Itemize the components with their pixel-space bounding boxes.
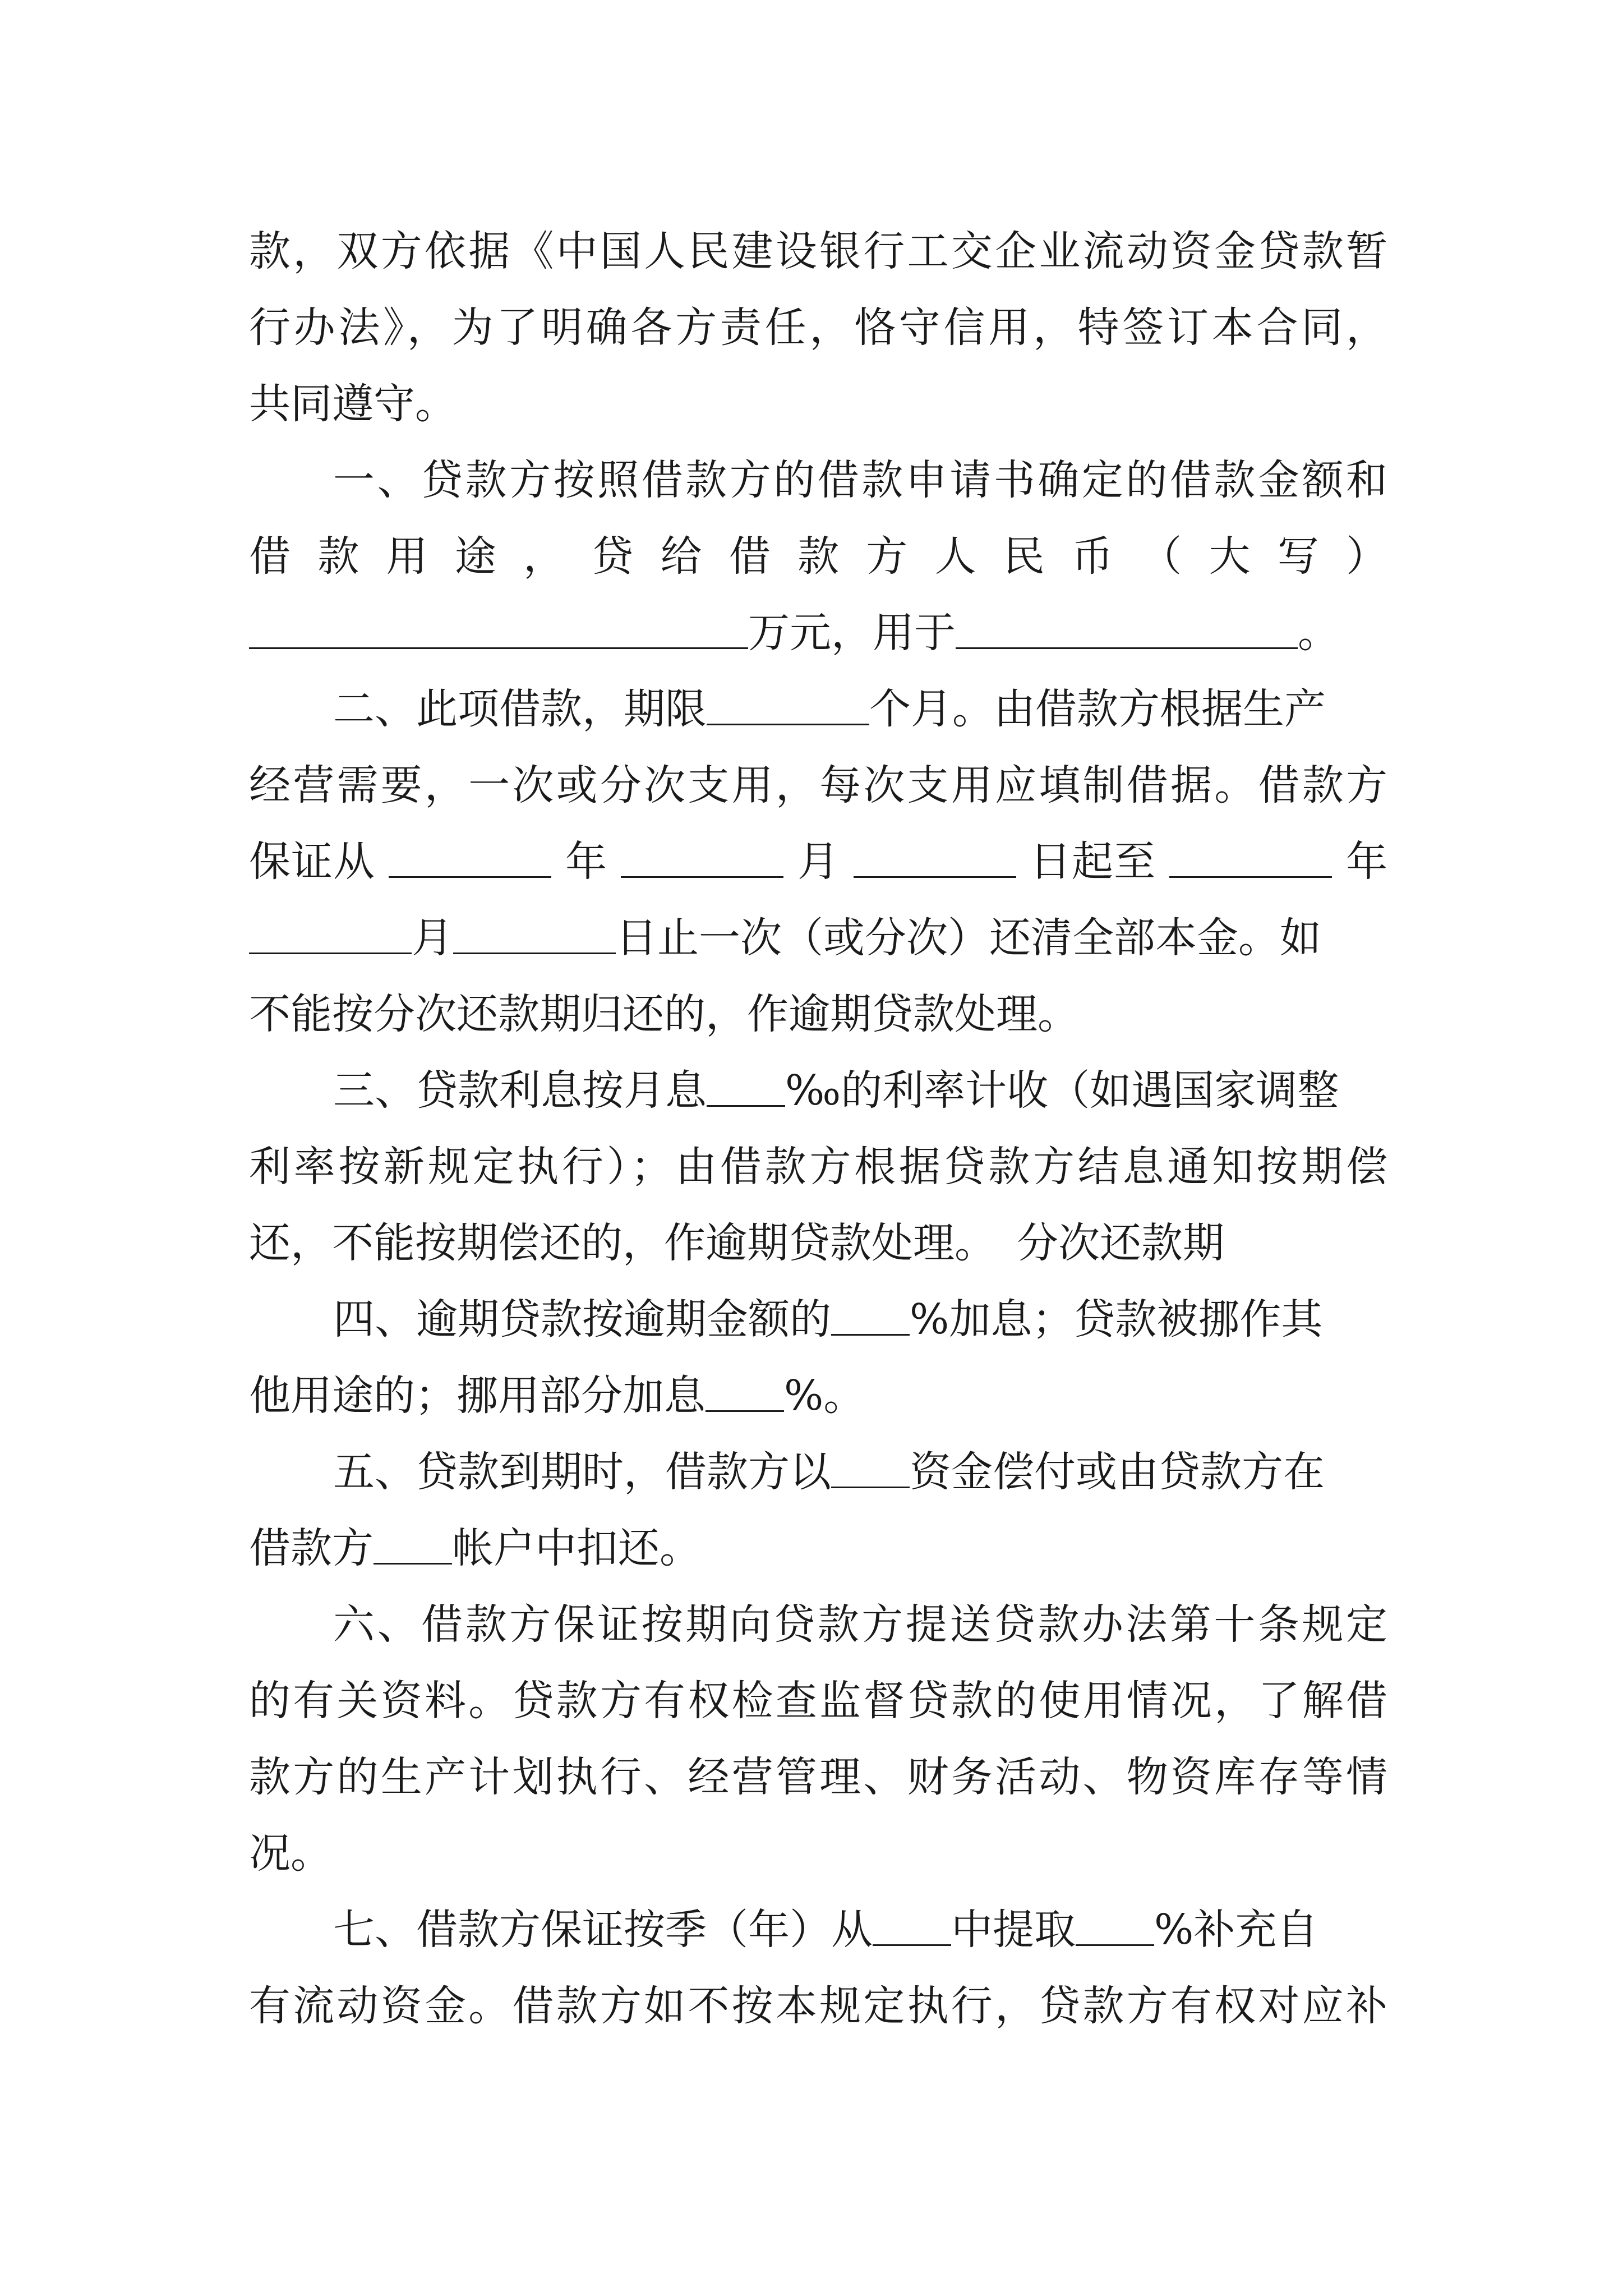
- extract-rate-blank[interactable]: [1076, 1911, 1154, 1946]
- text-segment: ‰的利率计收（如遇国家调整: [785, 1066, 1339, 1115]
- term-months-blank[interactable]: [707, 690, 869, 725]
- text-segment: 保证从: [249, 838, 375, 886]
- start-day-blank[interactable]: [854, 843, 1016, 878]
- text-segment: 资金偿付或由贷款方在: [910, 1448, 1325, 1496]
- clause-5-line: [249, 1510, 1387, 1586]
- clause-2-line: [249, 900, 1387, 976]
- text-segment: 月: [412, 914, 453, 962]
- text-segment: 四、逾期贷款按逾期金额的: [333, 1295, 831, 1343]
- clause-1-line: 一、贷款方按照借款方的借款申请书确定的借款金额和: [333, 456, 1387, 504]
- clause-1-line: 借 款 用 途 ， 贷 给 借 款 方 人 民 币 （ 大 写 ）: [249, 532, 1387, 581]
- text-segment: 他用途的；挪用部分加息: [249, 1372, 706, 1420]
- clause-5-line: [249, 1434, 1387, 1510]
- text-line: 行办法》，为了明确各方责任，恪守信用，特签订本合同，: [249, 303, 1387, 352]
- account-blank[interactable]: [374, 1529, 452, 1565]
- source-blank[interactable]: [873, 1911, 951, 1946]
- contract-page: [249, 213, 1387, 2044]
- clause-6-line: 况。: [249, 1829, 332, 1878]
- text-segment: 年: [565, 838, 607, 886]
- clause-2-line: [249, 823, 1387, 900]
- clause-6-line: 款方的生产计划执行、经营管理、财务活动、物资库存等情: [249, 1753, 1387, 1801]
- text-line: 共同遵守。: [249, 380, 457, 428]
- clause-3-line: 利率按新规定执行）；由借款方根据贷款方结息通知按期偿: [249, 1143, 1387, 1191]
- clause-3-line: [249, 1052, 1387, 1129]
- repayment-funds-blank[interactable]: [831, 1453, 910, 1488]
- text-segment: %。: [784, 1372, 865, 1420]
- text-segment: 万元，用于: [748, 609, 956, 657]
- text-segment: 二、此项借款，期限: [333, 685, 707, 733]
- clause-2-line: 不能按分次还款期归还的，作逾期贷款处理。: [249, 990, 1079, 1038]
- text-segment: %加息；贷款被挪作其: [910, 1295, 1323, 1343]
- clause-3-line: 还，不能按期偿还的，作逾期贷款处理。 分次还款期: [249, 1219, 1224, 1267]
- text-segment: 七、借款方保证按季（年）从: [333, 1906, 873, 1954]
- text-segment: 五、贷款到期时，借款方以: [333, 1448, 831, 1496]
- text-segment: %补充自: [1154, 1906, 1318, 1954]
- start-year-blank[interactable]: [389, 843, 551, 878]
- text-line: 款，双方依据《中国人民建设银行工交企业流动资金贷款暂: [249, 227, 1387, 275]
- clause-2-line: [249, 671, 1387, 747]
- end-day-blank[interactable]: [453, 919, 616, 954]
- text-segment: 。: [1298, 609, 1339, 657]
- text-segment: 年: [1346, 838, 1387, 886]
- interest-rate-blank[interactable]: [707, 1071, 785, 1107]
- text-segment: 帐户中扣还。: [452, 1524, 701, 1572]
- clause-7-line: [249, 1892, 1387, 1968]
- purpose-blank[interactable]: [956, 614, 1298, 649]
- text-segment: 三、贷款利息按月息: [333, 1066, 707, 1115]
- clause-4-line: [249, 1358, 1387, 1434]
- text-segment: 借款方: [249, 1524, 374, 1572]
- text-segment: 个月。由借款方根据生产: [869, 685, 1326, 733]
- text-segment: 中提取: [951, 1906, 1076, 1954]
- text-segment: 日止一次（或分次）还清全部本金。如: [616, 914, 1321, 962]
- start-month-blank[interactable]: [621, 843, 783, 878]
- clause-2-line: 经营需要，一次或分次支用，每次支用应填制借据。借款方: [249, 761, 1387, 809]
- clause-7-line: 有流动资金。借款方如不按本规定执行，贷款方有权对应补: [249, 1982, 1387, 2030]
- clause-6-line: 六、借款方保证按期向贷款方提送贷款办法第十条规定: [333, 1600, 1387, 1649]
- clause-1-line: [249, 595, 1387, 671]
- misuse-rate-blank[interactable]: [706, 1377, 784, 1412]
- end-month-blank[interactable]: [249, 919, 412, 954]
- end-year-blank[interactable]: [1169, 843, 1332, 878]
- text-segment: 月: [797, 838, 840, 886]
- clause-4-line: [249, 1281, 1387, 1358]
- clause-6-line: 的有关资料。贷款方有权检查监督贷款的使用情况，了解借: [249, 1677, 1387, 1725]
- text-segment: 日起至: [1030, 838, 1156, 886]
- overdue-rate-blank[interactable]: [831, 1300, 910, 1336]
- amount-blank[interactable]: [249, 614, 748, 649]
